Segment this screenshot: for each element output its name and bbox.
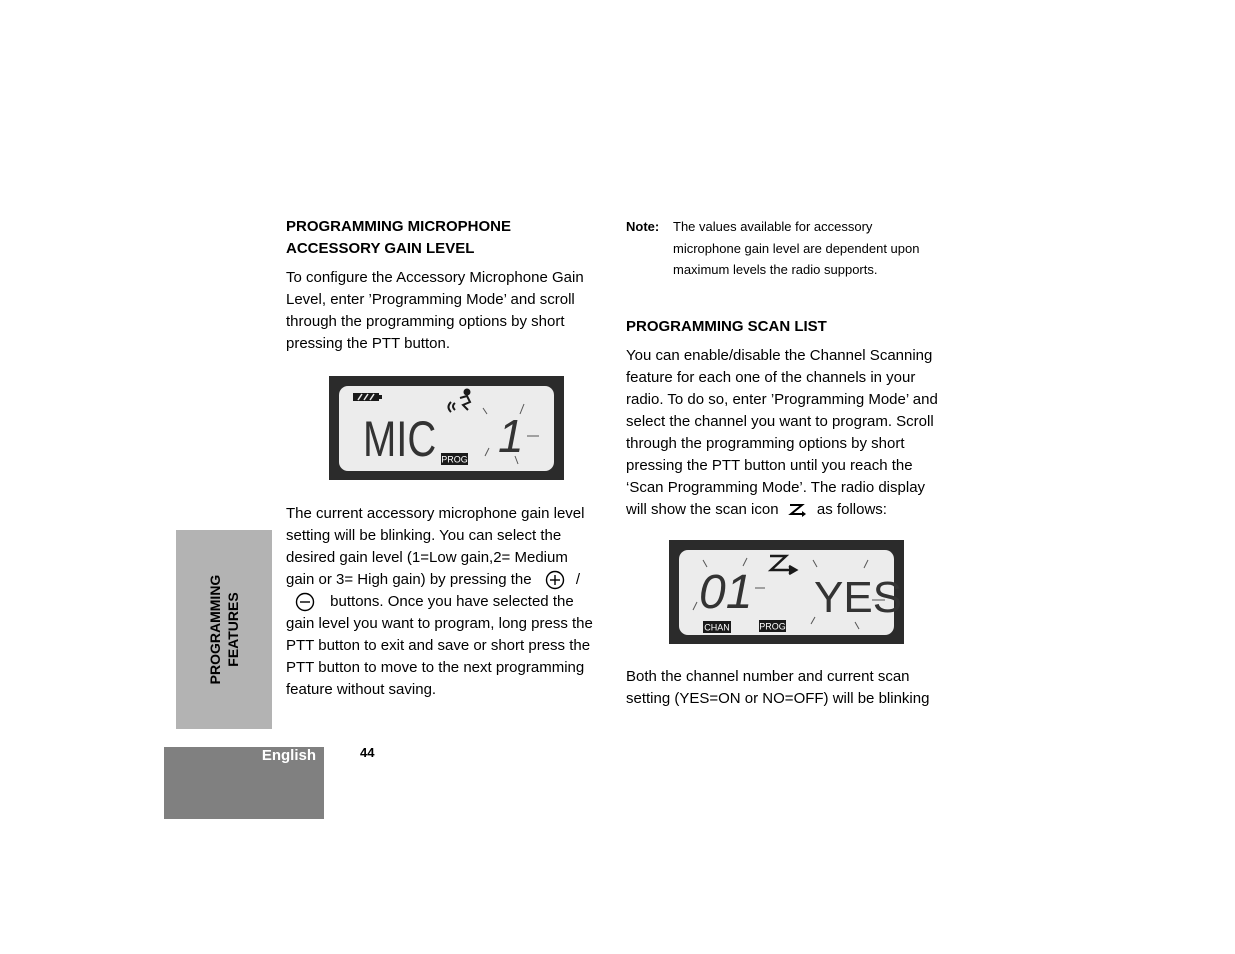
text-line: Level, enter ’Programming Mode’ and scroll bbox=[286, 291, 575, 308]
text-line: Both the channel number and current scan bbox=[626, 668, 910, 685]
text-line bbox=[286, 591, 616, 613]
language-label: English bbox=[261, 747, 316, 764]
minus-button-icon bbox=[294, 592, 316, 612]
lcd-display-scan-graphic bbox=[669, 540, 904, 644]
lcd-display-mic-graphic bbox=[329, 376, 564, 480]
text-line: radio. To do so, enter ’Programming Mode’ and bbox=[626, 391, 938, 408]
text-line: through the programming options by short bbox=[626, 435, 905, 452]
section-tab-line1: PROGRAMMING bbox=[207, 574, 223, 685]
mic-gain-instructions bbox=[286, 503, 616, 701]
heading-line: ACCESSORY GAIN LEVEL bbox=[286, 240, 475, 257]
note-text bbox=[673, 216, 963, 281]
section-tab-label bbox=[176, 530, 272, 729]
text-line: The values available for accessory bbox=[673, 219, 873, 234]
lcd-prog-label: PROG bbox=[441, 454, 468, 465]
text-line: PTT button to move to the next programming bbox=[286, 659, 585, 676]
text-fragment: buttons. Once you have selected the bbox=[330, 593, 574, 610]
text-line: pressing the PTT button until you reach the bbox=[626, 457, 913, 474]
section-heading-mic-gain bbox=[286, 216, 606, 260]
language-tab bbox=[164, 747, 324, 819]
scan-final-paragraph bbox=[626, 666, 956, 710]
text-line: You can enable/disable the Channel Scanning bbox=[626, 347, 933, 364]
lcd-scan-value: YES bbox=[814, 573, 903, 622]
text-fragment: gain or 3= High gain) by pressing the bbox=[286, 571, 532, 588]
text-line: select the channel you want to program. Scroll bbox=[626, 413, 934, 430]
battery-icon bbox=[353, 393, 382, 401]
text-line: PTT button to exit and save or short press the bbox=[286, 637, 591, 654]
text-line: setting will be blinking. You can select the bbox=[286, 527, 562, 544]
page-number: 44 bbox=[360, 745, 375, 760]
text-fragment: will show the scan icon bbox=[626, 501, 779, 518]
text-line: gain level you want to program, long press the bbox=[286, 615, 593, 632]
scan-list-paragraph bbox=[626, 345, 956, 521]
text-line bbox=[286, 569, 616, 591]
text-line: maximum levels the radio supports. bbox=[673, 262, 878, 277]
text-line bbox=[626, 499, 956, 521]
section-heading-scan-list: PROGRAMMING SCAN LIST bbox=[626, 318, 827, 335]
lcd-mic-value: 1 bbox=[498, 410, 524, 462]
lcd-channel-value: 01 bbox=[699, 566, 753, 619]
scan-icon bbox=[787, 502, 809, 518]
mic-gain-intro bbox=[286, 267, 616, 355]
lcd-display-mic bbox=[329, 376, 564, 480]
text-line: ‘Scan Programming Mode’. The radio display bbox=[626, 479, 926, 496]
text-line: To configure the Accessory Microphone Gain bbox=[286, 269, 584, 286]
text-line: feature without saving. bbox=[286, 681, 437, 698]
text-line: pressing the PTT button. bbox=[286, 335, 450, 352]
text-line: feature for each one of the channels in your bbox=[626, 369, 916, 386]
text-line: setting (YES=ON or NO=OFF) will be blinking bbox=[626, 690, 930, 707]
section-tab-line2: FEATURES bbox=[225, 592, 241, 667]
text-line: through the programming options by short bbox=[286, 313, 565, 330]
lcd-display-scan bbox=[669, 540, 904, 644]
text-fragment: / bbox=[575, 571, 581, 588]
section-tab bbox=[176, 530, 272, 729]
text-line: The current accessory microphone gain level bbox=[286, 505, 585, 522]
heading-line: PROGRAMMING MICROPHONE bbox=[286, 218, 511, 235]
plus-button-icon bbox=[544, 570, 566, 590]
lcd-chan-label: CHAN bbox=[704, 622, 730, 633]
text-fragment: as follows: bbox=[816, 501, 887, 518]
text-line: desired gain level (1=Low gain,2= Medium bbox=[286, 549, 568, 566]
note-label: Note: bbox=[626, 219, 660, 234]
lcd-mic-text: MIC bbox=[363, 410, 437, 468]
text-line: microphone gain level are dependent upon bbox=[673, 240, 920, 256]
lcd-prog-label: PROG bbox=[759, 621, 786, 632]
